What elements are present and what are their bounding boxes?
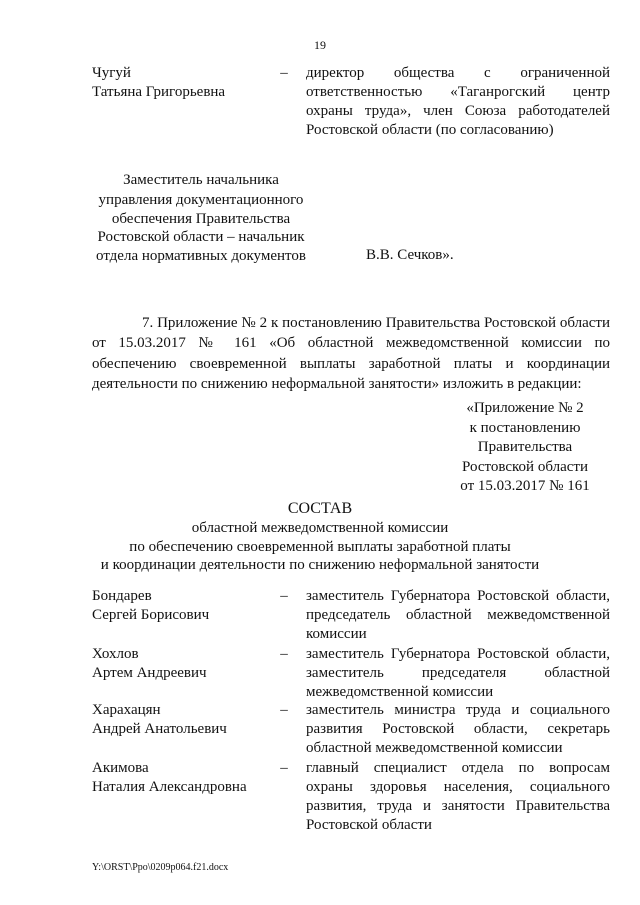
- member-role: заместитель Губернатора Ростовской области, заместитель председателя областной межведомственной комиссии: [306, 646, 610, 700]
- signer-title-line: отдела нормативных документов: [96, 248, 306, 264]
- member-dash: –: [280, 760, 288, 776]
- signer-title-line: обеспечения Правительства: [111, 211, 291, 227]
- member-dash: –: [280, 65, 288, 81]
- subtitle-line: по обеспечению своевременной выплаты заработной платы: [129, 538, 511, 555]
- member-surname: Бондарев: [92, 588, 152, 604]
- signer-title-line: Заместитель начальника: [123, 172, 279, 188]
- member-dash: –: [280, 702, 288, 718]
- annex-line: к постановлению: [469, 419, 581, 436]
- member-given-names: Наталия Александровна: [92, 779, 247, 795]
- member-role: директор общества с ограниченной ответственностью «Таганрогский центр охраны труда», член Союза работодателей Ростовской области (по согласованию): [306, 65, 610, 138]
- member-surname: Чугуй: [92, 65, 131, 81]
- annex-line: от 15.03.2017 № 161: [460, 478, 590, 494]
- member-given-names: Татьяна Григорьевна: [92, 84, 226, 100]
- annex-line: Ростовской области: [462, 458, 588, 475]
- member-role: главный специалист отдела по вопросам охраны здоровья населения, социального развития, труда и занятости Правительства Ростовской области: [306, 760, 610, 833]
- subtitle-line: областной межведомственной комиссии: [191, 520, 449, 536]
- paragraph-line: деятельности по снижению неформальной занятости» изложить в редакции:: [92, 376, 582, 393]
- annex-reference: [430, 399, 620, 497]
- paragraph-line: от 15.03.2017 № 161 «Об областной межведомственной комиссии по: [92, 335, 610, 352]
- member-surname: Акимова: [92, 760, 149, 776]
- member-dash: –: [280, 588, 288, 604]
- page-number: 19: [314, 38, 326, 52]
- file-path-footer: Y:\ORST\Ppo\0209p064.f21.docx: [92, 862, 229, 873]
- signer-title-line: управления документационного: [98, 192, 304, 208]
- signer-name: В.В. Сечков».: [366, 247, 454, 263]
- annex-line: Правительства: [477, 439, 573, 455]
- composition-title: СОСТАВ: [287, 500, 353, 517]
- paragraph-line: 7. Приложение № 2 к постановлению Правительства Ростовской области: [142, 315, 610, 331]
- member-given-names: Сергей Борисович: [92, 607, 210, 623]
- member-role: заместитель Губернатора Ростовской области, председатель областной межведомственной комиссии: [306, 588, 610, 642]
- member-surname: Хохлов: [92, 646, 139, 662]
- member-given-names: Артем Андреевич: [92, 665, 207, 681]
- amendment-paragraph: [92, 313, 610, 395]
- member-given-names: Андрей Анатольевич: [92, 721, 227, 737]
- member-role: заместитель министра труда и социального развития Ростовской области, секретарь областной межведомственной комиссии: [306, 702, 610, 756]
- member-surname: Харахацян: [92, 702, 161, 718]
- composition-subtitle: [0, 519, 640, 575]
- annex-line: «Приложение № 2: [466, 400, 584, 416]
- paragraph-line: обеспечению своевременной выплаты заработной платы и координации: [92, 355, 610, 372]
- member-dash: –: [280, 646, 288, 662]
- signer-title-line: Ростовской области – начальник: [97, 229, 305, 245]
- subtitle-line: и координации деятельности по снижению неформальной занятости: [100, 557, 540, 574]
